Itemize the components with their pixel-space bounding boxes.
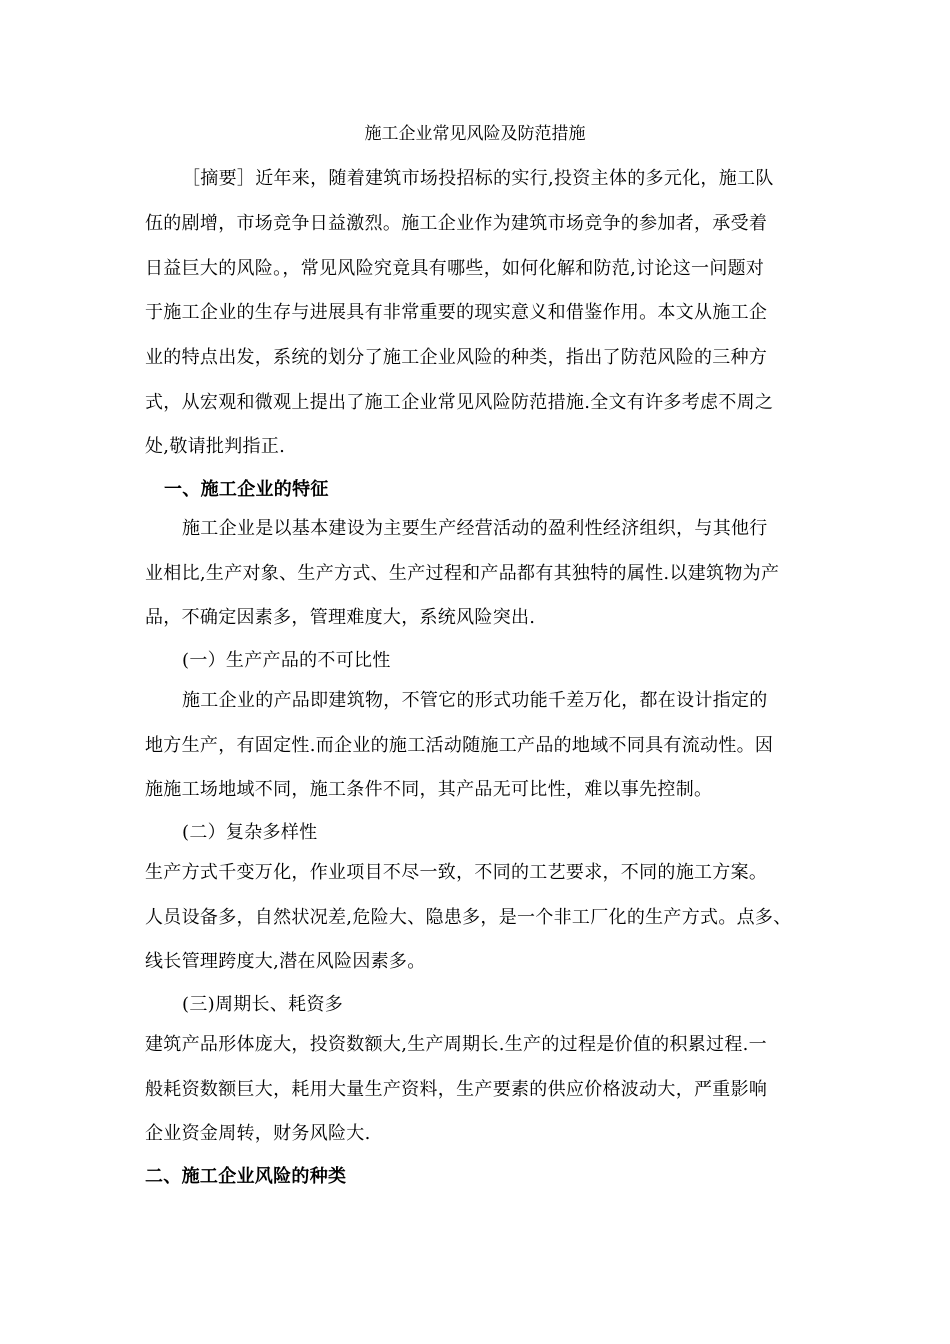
subsection-2-line-3: 线长管理跨度大,潜在风险因素多。 (145, 951, 426, 972)
subsection-1-line-3: 施施工场地域不同，施工条件不同，其产品无可比性，难以事先控制。 (145, 779, 713, 800)
abstract-line-7: 处,敬请批判指正. (145, 436, 286, 457)
section-1-intro-line-1: 施工企业是以基本建设为主要生产经营活动的盈利性经济组织，与其他行 (182, 518, 768, 539)
subsection-2-line-1: 生产方式千变万化，作业项目不尽一致，不同的工艺要求，不同的施工方案。 (145, 862, 768, 883)
subsection-1-heading: (一）生产产品的不可比性 (182, 650, 391, 671)
subsection-3-line-3: 企业资金周转，财务风险大. (145, 1123, 371, 1144)
abstract-line-3: 日益巨大的风险。，常见风险究竟具有哪些，如何化解和防范,讨论这一问题对 (145, 258, 765, 279)
section-1-intro-line-2: 业相比,生产对象、生产方式、生产过程和产品都有其独特的属性.以建筑物为产 (145, 563, 780, 584)
subsection-1-line-2: 地方生产，有固定性.而企业的施工活动随施工产品的地域不同具有流动性。因 (145, 735, 774, 756)
abstract-line-2: 伍的剧增，市场竞争日益激烈。施工企业作为建筑市场竞争的参加者，承受着 (145, 213, 768, 234)
subsection-1-line-1: 施工企业的产品即建筑物，不管它的形式功能千差万化，都在设计指定的 (182, 690, 768, 711)
section-1-heading: 一、施工企业的特征 (164, 479, 329, 500)
document-title: 施工企业常见风险及防范措施 (364, 124, 586, 144)
subsection-2-heading: (二）复杂多样性 (182, 822, 318, 843)
abstract-line-1: ［摘要］近年来，随着建筑市场投招标的实行,投资主体的多元化，施工队 (182, 168, 774, 189)
abstract-line-5: 业的特点出发，系统的划分了施工企业风险的种类，指出了防范风险的三种方 (145, 347, 768, 368)
section-2-heading: 二、施工企业风险的种类 (145, 1166, 347, 1187)
subsection-3-line-2: 般耗资数额巨大，耗用大量生产资料，生产要素的供应价格波动大，严重影响 (145, 1079, 768, 1100)
abstract-line-6: 式，从宏观和微观上提出了施工企业常见风险防范措施.全文有许多考虑不周之 (145, 392, 774, 413)
section-1-intro-line-3: 品，不确定因素多，管理难度大，系统风险突出. (145, 607, 536, 628)
subsection-3-heading: (三)周期长、耗资多 (182, 994, 344, 1015)
abstract-line-4: 于施工企业的生存与进展具有非常重要的现实意义和借鉴作用。本文从施工企 (145, 302, 768, 323)
subsection-2-line-2: 人员设备多，自然状况差,危险大、隐患多，是一个非工厂化的生产方式。点多、 (145, 907, 792, 928)
subsection-3-line-1: 建筑产品形体庞大，投资数额大,生产周期长.生产的过程是价值的积累过程.一 (145, 1034, 767, 1055)
